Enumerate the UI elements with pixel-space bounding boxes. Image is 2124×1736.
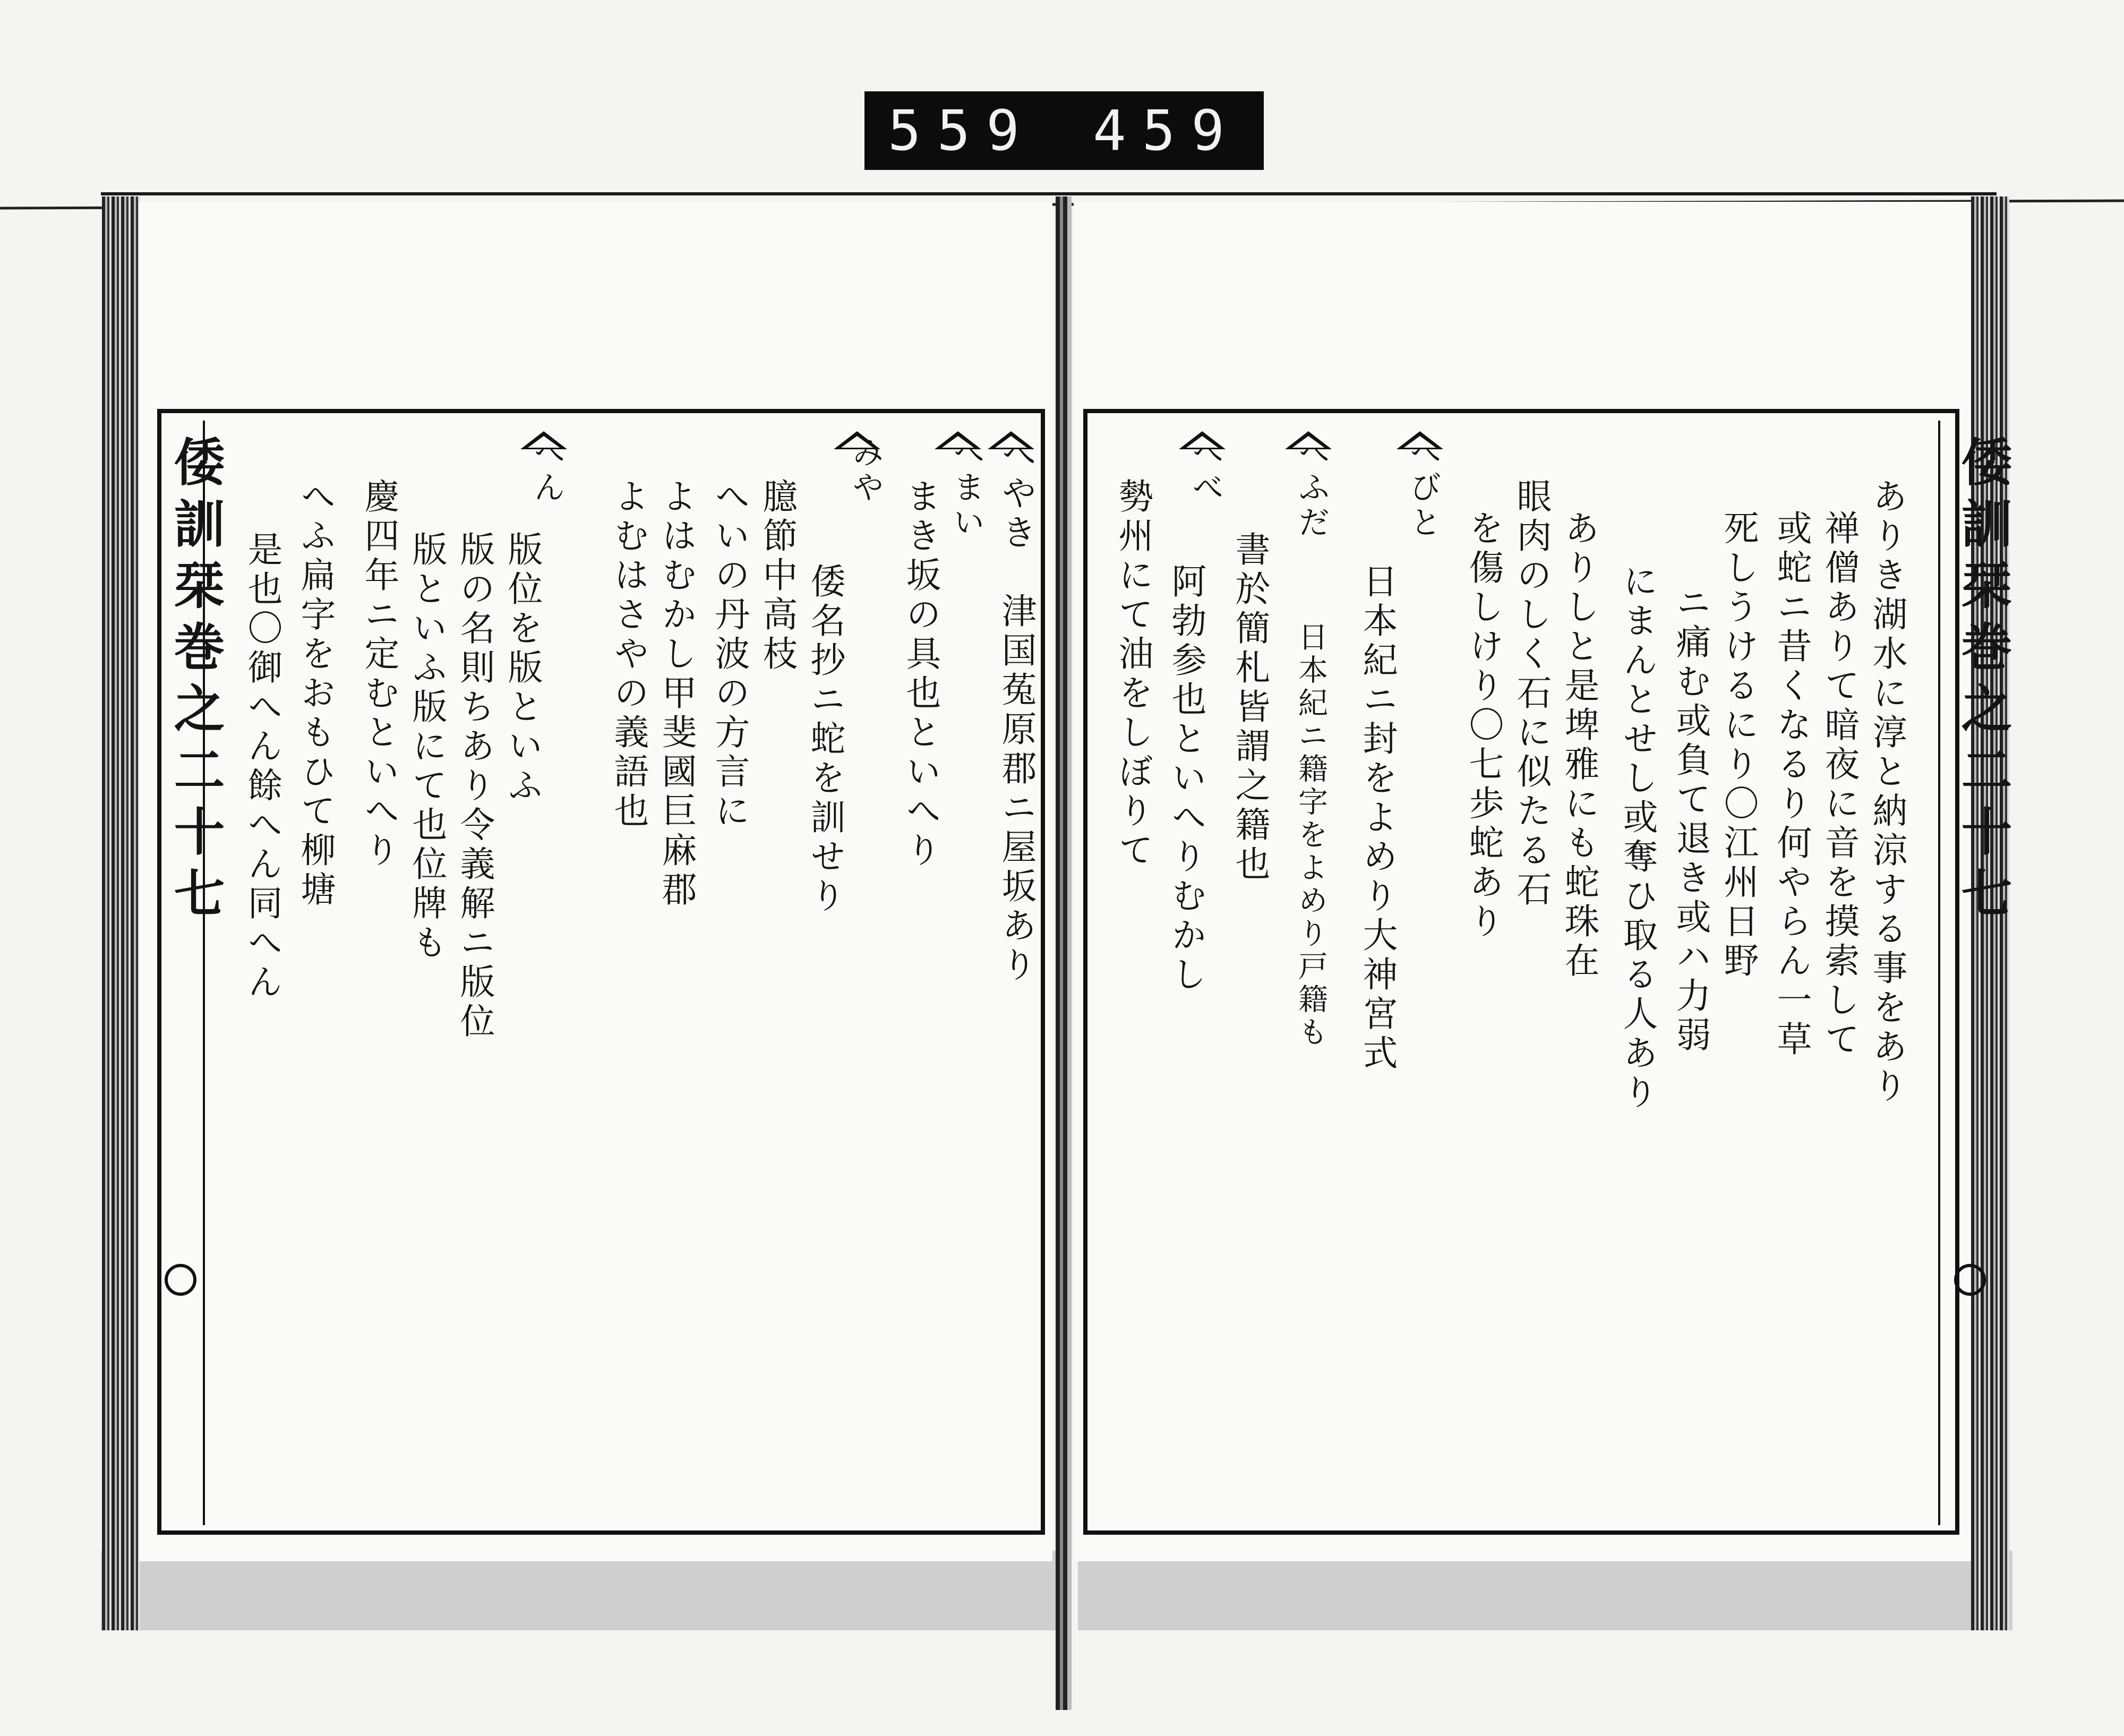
- book-gutter: [1056, 196, 1072, 1710]
- left-column-3: まき坂の具也といへり: [900, 478, 941, 871]
- left-page-number: 559: [888, 98, 1035, 163]
- right-column-12: へふだ: [1293, 435, 1330, 541]
- left-column-4: みや: [847, 435, 884, 506]
- right-column-3: 或蛇ニ昔くなるり何やらん一草: [1771, 510, 1812, 1060]
- entry-mark: [1397, 431, 1443, 449]
- right-column-7: ありしと是埤雅にも蛇珠在: [1558, 510, 1599, 981]
- right-column-16: 阿勃参也といへりむかし: [1166, 563, 1206, 995]
- left-column-14: 慶四年ニ定むといへり: [358, 478, 399, 871]
- left-column-12: 版の名則ちあり令義解ニ版位: [454, 531, 495, 1042]
- right-column-15: へべ: [1187, 435, 1224, 506]
- left-page-edge: [102, 196, 140, 1630]
- right-column-4: 死しうけるにり〇江州日野: [1718, 510, 1759, 981]
- right-page-number: 459: [1093, 98, 1240, 163]
- right-fishtail-mark: [1954, 1264, 1986, 1296]
- entry-mark: [834, 431, 880, 449]
- left-margin-title: 倭訓栞巻之二十七: [166, 435, 226, 928]
- right-column-9: を傷しけり〇七歩蛇あり: [1463, 510, 1504, 942]
- right-column-8: 眼肉のしく石に似たる石: [1511, 478, 1552, 910]
- right-column-5: ニ痛む或負て退き或ハ力弱: [1670, 584, 1711, 1056]
- catalogue-number-label: [864, 91, 1264, 170]
- left-column-10: へん: [528, 435, 566, 506]
- right-column-11: 日本紀ニ封をよめり大神宮式: [1357, 563, 1398, 1074]
- right-column-6: にまんとせし或奪ひ取る人あり: [1617, 563, 1658, 1113]
- entry-mark: [1285, 431, 1332, 449]
- right-column-17: 勢州にて油をしぼりて: [1112, 478, 1153, 871]
- entry-mark: [1179, 431, 1226, 449]
- left-column-7: へいの丹波の方言に: [709, 478, 750, 832]
- right-column-10: へびと: [1404, 435, 1442, 541]
- left-column-2: へまい: [948, 435, 985, 541]
- left-column-16: 是也〇御へん餘へん同へん: [242, 531, 282, 1003]
- right-margin-title: 倭訓栞巻之二十七: [1953, 435, 2013, 928]
- entry-mark: [935, 431, 981, 449]
- left-fishtail-mark: [165, 1264, 196, 1296]
- right-margin-rule: [1938, 421, 1940, 1525]
- left-column-11: 版位を版といふ: [502, 531, 543, 806]
- left-column-5: 倭名抄ニ蛇を訓せり: [804, 563, 845, 917]
- left-column-8: よはむかし甲斐國巨麻郡: [656, 478, 697, 910]
- right-column-14: 書於簡札皆謂之籍也: [1229, 531, 1270, 885]
- left-column-13: 版といふ版にて也位牌も: [406, 531, 447, 963]
- right-column-13: 日本紀ニ籍字をよめり戸籍も: [1294, 621, 1328, 1049]
- left-column-1: へやき 津国菟原郡ニ屋坂あり: [996, 435, 1037, 986]
- entry-mark: [520, 431, 567, 449]
- left-column-15: へふ扁字をおもひて柳塘: [295, 478, 336, 910]
- left-column-6: 臆節中高枝: [757, 478, 798, 674]
- left-column-9: よむはさやの義語也: [608, 478, 649, 832]
- right-column-1: ありき湖水に淳と納涼する事をあり: [1866, 478, 1907, 1107]
- right-column-2: 禅僧ありて暗夜に音を摸索して: [1819, 510, 1860, 1060]
- entry-mark: [988, 431, 1034, 449]
